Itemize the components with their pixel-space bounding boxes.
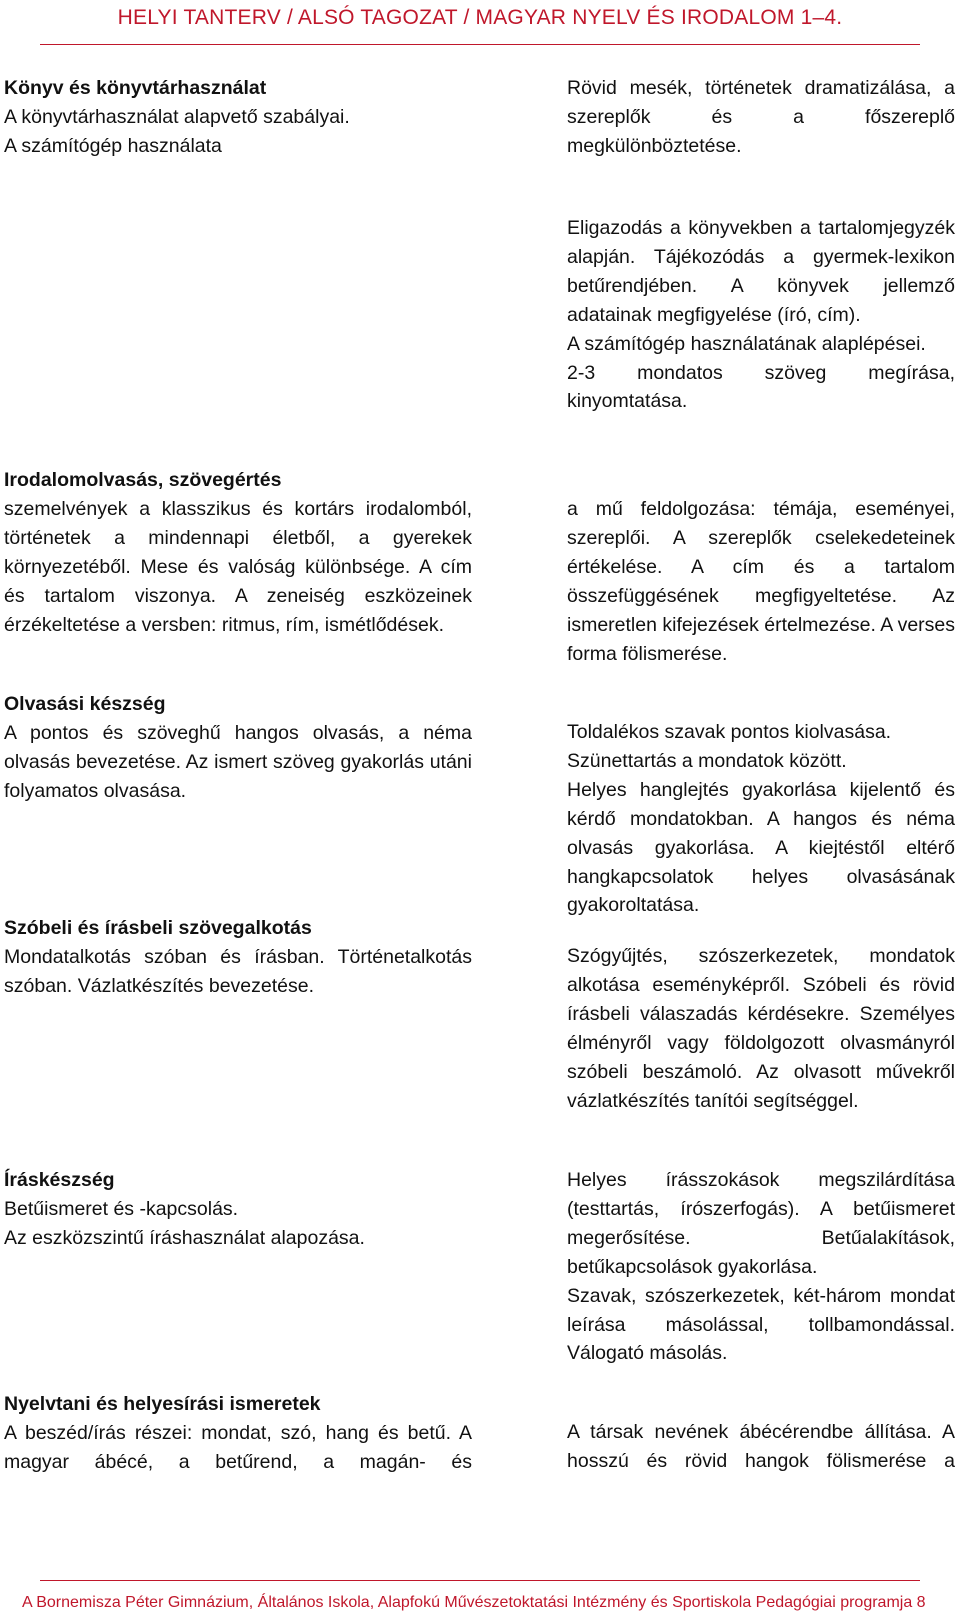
section-konyv-right-a: Rövid mesék, történetek dramatizálása, a szereplők és a főszereplő megkülönböztetése. xyxy=(567,77,955,157)
section-iras-right-b: Szavak, szószerkezetek, két-három mondat leírása másolással, tollbamondással. Válogató másolás. xyxy=(567,1284,955,1365)
section-nyelvtan-right: A társak nevének ábécérendbe állítása. A hosszú és rövid hangok fölismerése a xyxy=(567,1421,955,1472)
section-szobeli-text: Mondatalkotás szóban és írásban. Történetalkotás szóban. Vázlatkészítés bevezetése. xyxy=(4,945,472,997)
section-title-iras: Íráskészség xyxy=(4,1169,115,1191)
section-olvasasi-right-c: Helyes hanglejtés gyakorlása kijelentő és kérdő mondatokban. A hangos és néma olvasás gyakorlása. A kiejtéstől eltérő hangkapcsolatok helyes olvasásának gyakoroltatása. xyxy=(567,778,955,917)
section-konyv-right-c: A számítógép használatának alaplépései. xyxy=(567,332,926,355)
section-iras-right-group xyxy=(567,1166,955,1368)
section-line: Az eszközszintű íráshasználat alapozása. xyxy=(4,1226,365,1249)
section-konyv-right-group xyxy=(567,214,955,416)
section-irodalom-text: szemelvények a klasszikus és kortárs irodalomból, történetek a mindennapi életből, a gyerekek környezetéből. Mese és valóság különbsége. A cím és tartalom viszonya. A zeneiség eszközeinek érzékeltetése a versben: ritmus, rím, ismétlődések. xyxy=(4,497,472,636)
section-nyelvtan-left xyxy=(4,1390,472,1477)
section-olvasasi-text: A pontos és szöveghű hangos olvasás, a néma olvasás bevezetése. Az ismert szöveg gyakorlás utáni folyamatos olvasása. xyxy=(4,721,472,802)
section-szobeli-left xyxy=(4,914,472,1001)
page-header: HELYI TANTERV / ALSÓ TAGOZAT / MAGYAR NYELV ÉS IRODALOM 1–4. xyxy=(117,6,843,29)
page-footer: A Bornemisza Péter Gimnázium, Általános Iskola, Alapfokú Művészetoktatási Intézmény és Sportiskola Pedagógiai programja 8 xyxy=(22,1594,926,1611)
section-konyv-right-b: Eligazodás a könyvekben a tartalomjegyzék alapján. Tájékozódás a gyermek-lexikon betűrendjében. A könyvek jellemző adatainak megfigyelése (író, cím). xyxy=(567,217,955,326)
section-title-olvasasi: Olvasási készség xyxy=(4,693,166,715)
section-nyelvtan-text: A beszéd/írás részei: mondat, szó, hang és betű. A magyar ábécé, a betűrend, a magán- és xyxy=(4,1421,472,1473)
section-szobeli-right: Szógyűjtés, szószerkezetek, mondatok alkotása eseményképről. Szóbeli és rövid írásbeli válaszadás kérdésekre. Személyes élményről vagy földolgozott olvasmányról szóbeli beszámoló. Az olvasott művekről vázlatkészítés tanítói segítséggel. xyxy=(567,945,955,1112)
header-divider xyxy=(40,44,920,45)
section-line: A könyvtárhasználat alapvető szabályai. xyxy=(4,105,350,128)
section-olvasasi-right-a: Toldalékos szavak pontos kiolvasása. xyxy=(567,721,892,743)
section-iras-left xyxy=(4,1166,472,1253)
section-title-irodalom: Irodalomolvasás, szövegértés xyxy=(4,469,282,491)
section-olvasasi-right-group xyxy=(567,718,955,920)
section-title-konyv: Könyv és könyvtárhasználat xyxy=(4,77,267,99)
section-line: A számítógép használata xyxy=(4,134,222,157)
section-irodalom-right: a mű feldolgozása: témája, eseményei, szereplői. A szereplők cselekedeteinek értékelése. A cím és a tartalom összefüggésének megfigyeltetése. Az ismeretlen kifejezések értelmezése. A verses forma fölismerése. xyxy=(567,498,956,665)
section-konyv-right-d: 2-3 mondatos szöveg megírása, kinyomtatása. xyxy=(567,361,955,413)
section-iras-right-a: Helyes írásszokások megszilárdítása (testtartás, írószerfogás). A betűismeret megerősítése. Betűalakítások, betűkapcsolások gyakorlása. xyxy=(567,1169,955,1278)
section-irodalom-left xyxy=(4,466,472,639)
section-olvasasi-left xyxy=(4,690,472,806)
section-olvasasi-right-b: Szünettartás a mondatok között. xyxy=(567,749,847,772)
section-line: Betűismeret és -kapcsolás. xyxy=(4,1197,239,1220)
section-title-nyelvtan: Nyelvtani és helyesírási ismeretek xyxy=(4,1393,321,1415)
section-title-szobeli: Szóbeli és írásbeli szövegalkotás xyxy=(4,917,312,939)
section-konyv-left xyxy=(4,74,472,161)
footer-divider xyxy=(40,1580,920,1581)
